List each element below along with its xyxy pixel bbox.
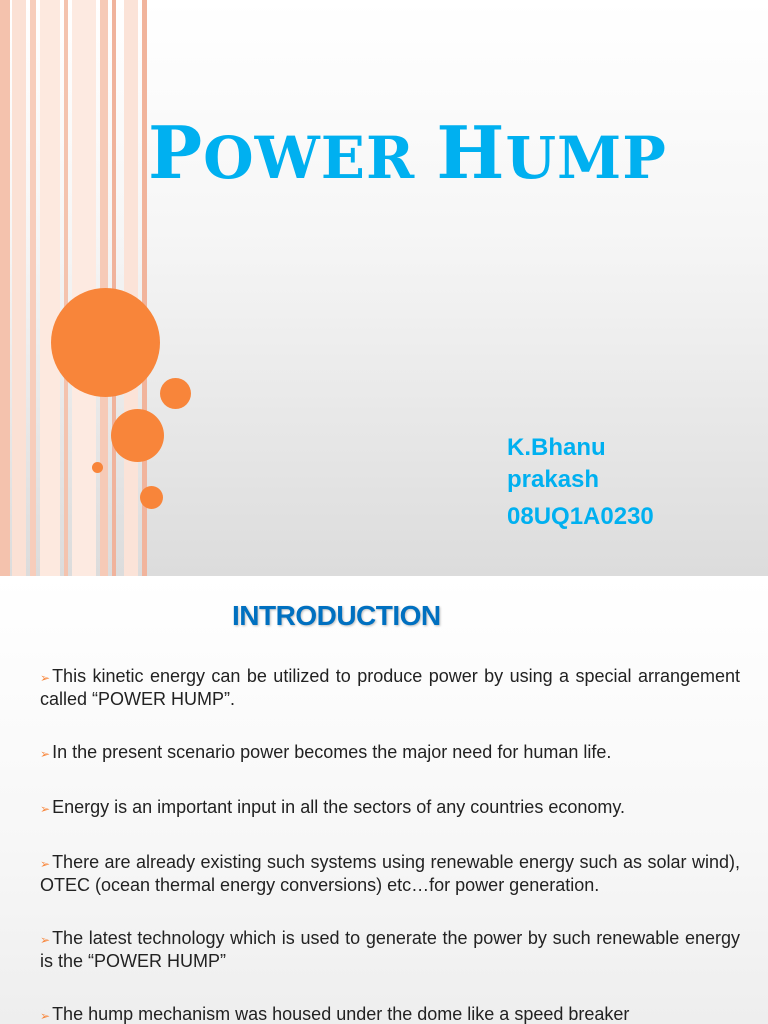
slide-title — [148, 108, 708, 203]
decorative-stripe — [12, 0, 26, 576]
bullet-text: There are already existing such systems using renewable energy such as solar wind), OTEC (ocean thermal energy conversions) etc…for power generation. — [40, 852, 740, 895]
decorative-stripe — [40, 0, 60, 576]
decorative-stripe — [72, 0, 96, 576]
decorative-circle — [160, 378, 191, 409]
decorative-stripe — [64, 0, 68, 576]
decorative-stripe — [0, 0, 10, 576]
list-item — [40, 852, 740, 896]
arrow-bullet-icon: ➢ — [40, 747, 51, 761]
roll-number: 08UQ1A0230 — [507, 503, 654, 530]
arrow-bullet-icon: ➢ — [40, 857, 51, 871]
arrow-bullet-icon: ➢ — [40, 802, 51, 816]
arrow-bullet-icon: ➢ — [40, 671, 51, 685]
slide-heading: INTRODUCTION — [232, 600, 441, 631]
bullet-text: The hump mechanism was housed under the dome like a speed breaker — [52, 1004, 630, 1024]
list-item — [40, 797, 740, 820]
list-item — [40, 1004, 740, 1024]
title-initial: P — [148, 110, 204, 195]
bullet-text: In the present scenario power becomes the major need for human life. — [52, 742, 612, 762]
bullet-text: This kinetic energy can be utilized to produce power by using a special arrangement called “POWER HUMP”. — [40, 666, 740, 709]
arrow-bullet-icon: ➢ — [40, 933, 51, 947]
decorative-stripe — [30, 0, 36, 576]
decorative-circle — [140, 486, 163, 509]
bullet-list — [40, 666, 740, 1024]
list-item — [40, 928, 740, 972]
bullet-text: The latest technology which is used to generate the power by such renewable energy is the “POWER HUMP” — [40, 928, 740, 971]
list-item — [40, 742, 740, 765]
title-initial: H — [436, 110, 506, 195]
bullet-text: Energy is an important input in all the sectors of any countries economy. — [52, 797, 626, 817]
author-block — [507, 432, 747, 533]
decorative-circle — [111, 409, 164, 462]
arrow-bullet-icon: ➢ — [40, 1009, 51, 1023]
decorative-circle — [92, 462, 103, 473]
list-item — [40, 666, 740, 710]
author-name: K.Bhanu — [507, 434, 606, 461]
title-rest: OWER — [203, 124, 437, 192]
author-surname: prakash — [507, 466, 600, 493]
decorative-stripe — [124, 0, 138, 576]
decorative-circle — [51, 288, 160, 397]
introduction-slide — [0, 576, 768, 1024]
title-rest: UMP — [505, 124, 667, 192]
